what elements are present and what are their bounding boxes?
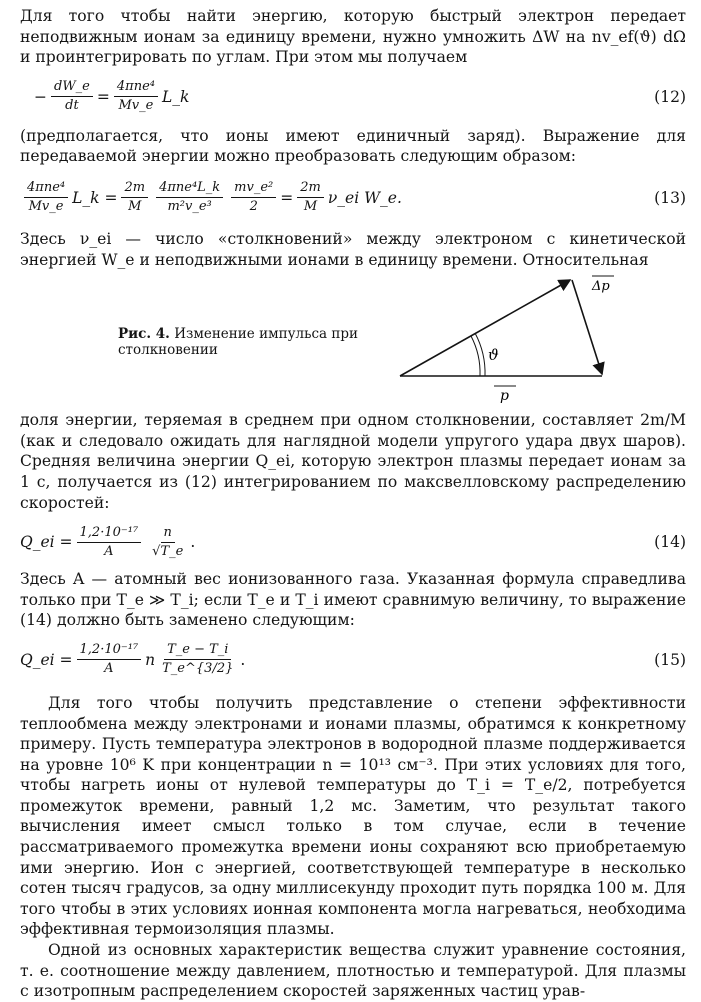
eq14-a-den: A (104, 543, 114, 559)
eq13-a-num: 4πne⁴ (24, 180, 68, 198)
eq14-a-num: 1,2·10⁻¹⁷ (77, 525, 142, 543)
eq13-a-den: Mv_e (28, 199, 64, 215)
momentum-diagram (370, 270, 620, 410)
eq14-number: (14) (654, 533, 686, 552)
label-p: p (500, 388, 509, 405)
paragraph-4: доля энергии, теряемая в среднем при одном столкновении, составляет 2m/M (как и следовало ожидать для наглядной модели упругого удара двух шаров). Средняя величина энергии Q_ei, которую электрон плазмы передает ионам за 1 с, получается из (12) интегрированием по максвелловскому распределению скоростей: (20, 411, 686, 512)
vector-p-prime (400, 280, 570, 376)
paragraph-6: Для того чтобы получить представление о степени эффективности теплообмена между электронами и ионами плазмы, обратимся к конкретному примеру. Пусть температура электронов в водородной плазме поддерживается на уровне 10⁶ K при концентрации n = 10¹³ см⁻³. При этих условиях для того, чтобы нагреть ионы от нулевой температуры до T_i = T_e/2, потребуется промежуток времени, равный 1,2 мс. Заметим, что результат такого вычисления имеет смысл только в том случае, если в течение рассматриваемого промежутка времени ионы сохраняют всю приобретаемую ими энергию. Ион с энергией, соответствующей температуре в несколько сотен тысяч градусов, за одну миллисекунду проходит путь порядка 100 м. Для того чтобы в этих условиях ионная компонента могла нагреваться, необходима эффективная термоизоляция плазмы. (20, 693, 686, 939)
eq12-rhs-den: Mv_e (118, 98, 154, 114)
paragraph-3: Здесь ν_ei — число «столкновений» между электроном с кинетической энергией W_e и неподвижными ионами в единицу времени. Относительная (20, 229, 686, 269)
equation-13: $\frac{\text{4πne⁴}}{Mv\_e}$ L_k = $\frac{2m}{M}$ $\frac{\text{4πne⁴L\_k}}{\text{m²v\_e³}}$ $\frac{\text{mv\_e²}}{2}$ = $\frac{2m}{M}$ ν_ei W_e. (13) (20, 171, 686, 225)
eq13-d-den: m²v_e³ (167, 199, 212, 215)
eq13-d-num: 4πne⁴L_k (156, 180, 223, 198)
eq13-f-den: M (303, 199, 318, 215)
eq13-number: (13) (654, 188, 686, 207)
eq14-b-num: n (161, 525, 175, 543)
eq13-b: L_k = (72, 188, 118, 207)
eq12-lhs-den: dt (65, 98, 79, 114)
figure-caption-text: Изменение импульса при столкновении (118, 326, 358, 359)
eq12-lhs-num: dW_e (51, 79, 93, 97)
label-angle: ϑ (488, 346, 499, 365)
eq12-rhs-num: 4πne⁴ (114, 79, 158, 97)
eq13-c-den: M (128, 199, 142, 215)
label-dp: Δp (592, 279, 610, 295)
eq14-lhs: Q_ei = (20, 533, 73, 552)
equation-14: Q_ei = $\frac{\text{1,2·10⁻¹⁷}}{A}$ $\frac{n}{√T\_e}$ . (14) (20, 524, 686, 559)
eq15-number: (15) (654, 650, 686, 669)
eq14-b-den: √T_e (152, 543, 184, 559)
paragraph-7: Одной из основных характеристик вещества служит уравнение состояния, т. е. соотношение между давлением, плотностью и температурой. Для плазмы с изотропным распределением скоростей заряженных частиц урав- (20, 941, 686, 1001)
equation-12: − $\frac{dW\_e}{dt}$ = $\frac{\text{4πne⁴}}{Mv\_e}$ L_k (12) (34, 79, 686, 114)
paragraph-5: Здесь A — атомный вес ионизованного газа. Указанная формула справедлива только при T_e ≫ T_i; если T_e и T_i имеют сравнимую величину, то выражение (14) должно быть заменено следующим: (20, 570, 686, 630)
figure-label: Рис. 4. (118, 326, 170, 343)
eq13-f-num: 2m (297, 180, 324, 198)
eq15-mid: n (145, 650, 156, 669)
eq15-a-den: A (104, 661, 114, 677)
eq13-g: ν_ei W_e. (327, 188, 402, 207)
eq13-e-num: mv_e² (231, 180, 276, 198)
eq12-tail: L_k (161, 87, 190, 106)
eq15-a-num: 1,2·10⁻¹⁷ (77, 642, 142, 660)
figure-caption (118, 326, 368, 358)
eq15-lhs: Q_ei = (20, 650, 73, 669)
paragraph-2: (предполагается, что ионы имеют единичный заряд). Выражение для передаваемой энергии можно преобразовать следующим образом: (20, 126, 686, 166)
eq13-c-num: 2m (121, 180, 148, 198)
eq13-e-den: 2 (249, 199, 258, 215)
figure-4 (20, 270, 686, 410)
paragraph-1: Для того чтобы найти энергию, которую быстрый электрон передает неподвижным ионам за единицу времени, нужно умножить ΔW на nv_ef(ϑ) dΩ и проинтегрировать по углам. При этом мы получаем (20, 7, 686, 67)
vector-dp (572, 280, 602, 374)
equation-15: Q_ei = $\frac{\text{1,2·10⁻¹⁷}}{A}$ n $\frac{T\_e - T\_i}{T\_e\^{}\{3/2\}}$ . (15) (20, 642, 686, 677)
eq12-number: (12) (654, 87, 686, 106)
page (20, 6, 686, 1002)
eq15-b-den: T_e^{3/2} (162, 661, 234, 677)
eq15-b-num: T_e − T_i (164, 642, 231, 660)
